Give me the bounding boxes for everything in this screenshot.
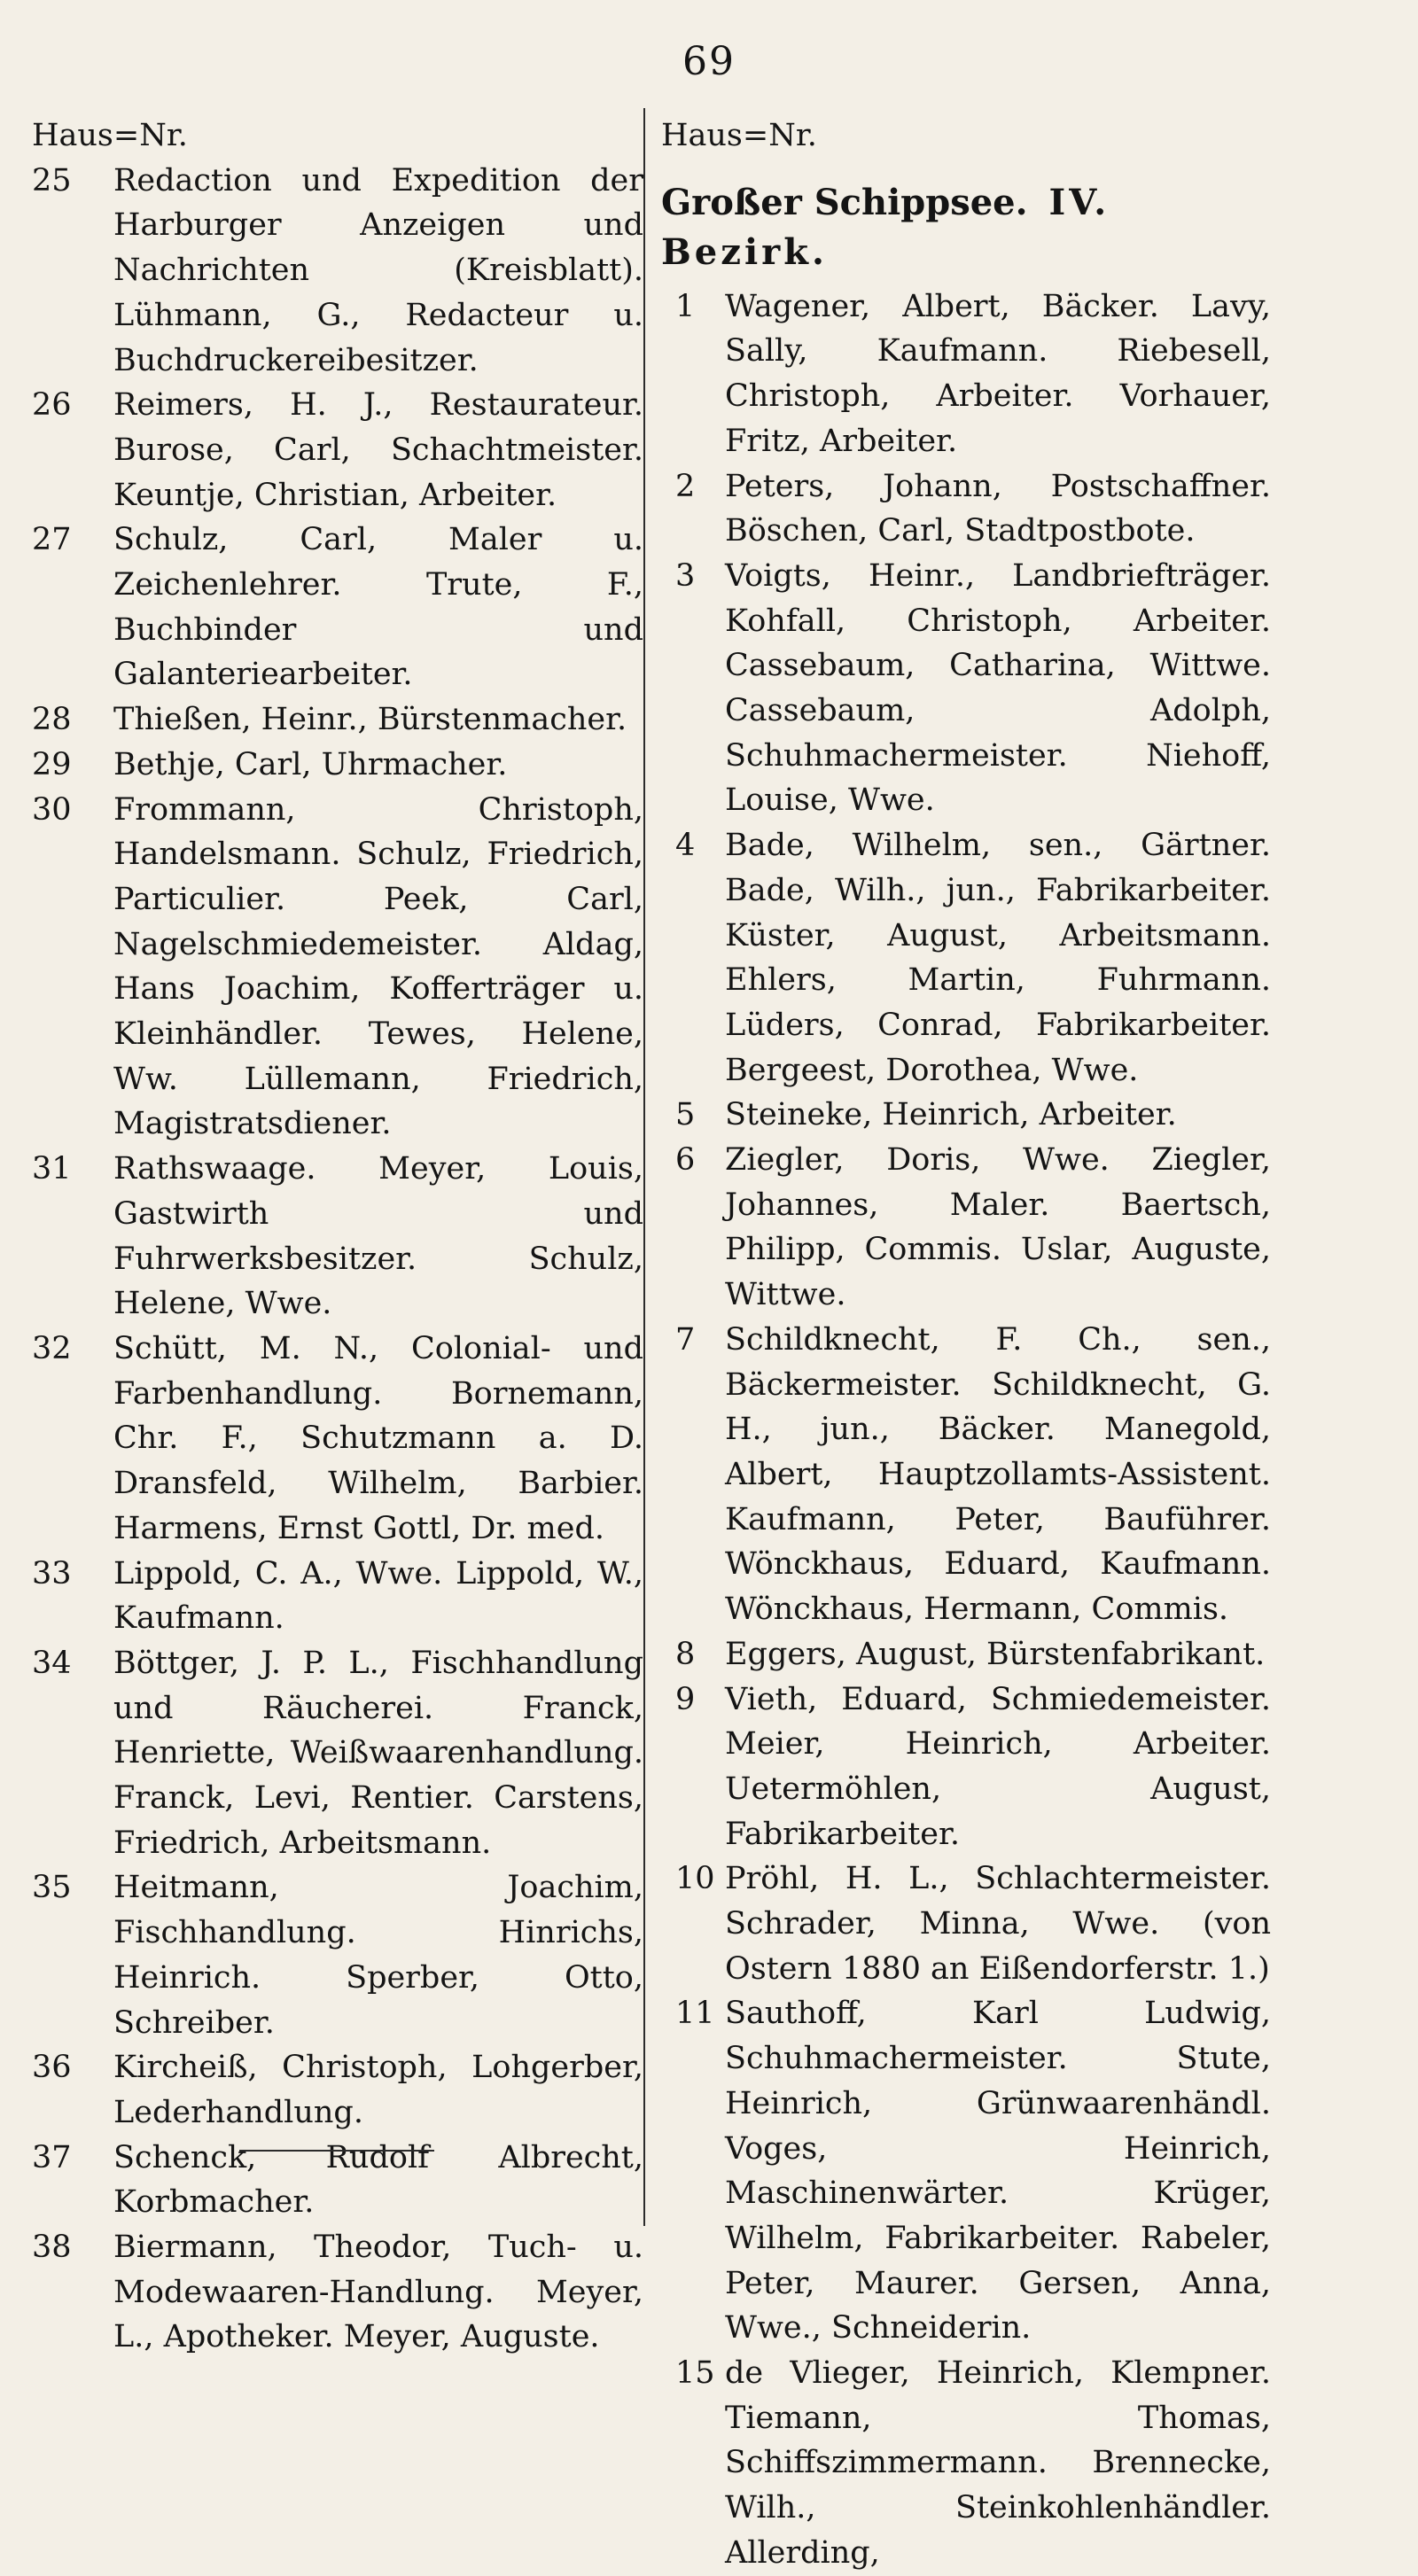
list-item <box>658 823 1271 1093</box>
list-item <box>32 2136 643 2225</box>
house-number: 25 <box>32 162 72 198</box>
right-column <box>658 113 1271 2576</box>
house-number: 9 <box>675 1681 696 1717</box>
house-number: 1 <box>675 288 696 324</box>
resident-text: Bethje, Carl, Uhrmacher. <box>113 746 508 782</box>
list-item <box>32 383 643 518</box>
district-label: IV. Bezirk. <box>661 181 1110 273</box>
list-item <box>658 554 1271 823</box>
list-item <box>658 284 1271 464</box>
resident-text: Steineke, Heinrich, Arbeiter. <box>725 1097 1177 1133</box>
list-item <box>658 2351 1271 2576</box>
street-heading <box>661 178 1271 277</box>
house-number: 38 <box>32 2230 72 2266</box>
resident-text: Kircheiß, Christoph, Lohgerber, Lederhandlung. <box>113 2050 643 2130</box>
house-number: 2 <box>675 468 696 504</box>
list-item <box>32 2045 643 2135</box>
house-number: 4 <box>675 828 696 864</box>
list-item <box>658 1991 1271 2351</box>
resident-text: Heitmann, Joachim, Fischhandlung. Hinrichs, Heinrich. Sperber, Otto, Schreiber. <box>113 1870 643 2041</box>
house-number: 32 <box>32 1330 72 1366</box>
list-item <box>32 518 643 697</box>
list-item <box>32 697 643 743</box>
resident-text: Böttger, J. P. L., Fischhandlung und Räucherei. Franck, Henriette, Weißwaarenhandlung. Franck, Levi, Rentier. Carstens, Friedrich, Arbeitsmann. <box>113 1645 643 1861</box>
list-item <box>32 1865 643 2045</box>
street-name: Großer Schippsee. <box>661 181 1028 223</box>
list-item <box>32 2225 643 2360</box>
list-item <box>32 788 643 1148</box>
list-item <box>32 1641 643 1866</box>
resident-text: Schildknecht, F. Ch., sen., Bäckermeister. Schildknecht, G. H., jun., Bäcker. Manegold, Albert, Hauptzollamts-Assistent. Kaufmann, Peter, Bauführer. Wönckhaus, Eduard, Kaufmann. Wönckhaus, Hermann, Commis. <box>725 1321 1271 1628</box>
resident-text: Eggers, August, Bürstenfabrikant. <box>725 1636 1266 1672</box>
house-number: 11 <box>675 1996 715 2032</box>
list-item <box>32 743 643 788</box>
resident-text: Sauthoff, Karl Ludwig, Schuhmachermeister. Stute, Heinrich, Grünwaarenhändl. Voges, Heinrich, Maschinenwärter. Krüger, Wilhelm, Fabrikarbeiter. Rabeler, Peter, Maurer. Gersen, Anna, Wwe., Schneiderin. <box>725 1996 1271 2346</box>
list-item <box>32 1552 643 1641</box>
column-header: Haus=Nr. <box>32 118 188 153</box>
list-item <box>658 1318 1271 1632</box>
resident-text: Bade, Wilhelm, sen., Gärtner. Bade, Wilh., jun., Fabrikarbeiter. Küster, August, Arbeitsmann. Ehlers, Martin, Fuhrmann. Lüders, Conrad, Fabrikarbeiter. Bergeest, Dorothea, Wwe. <box>725 828 1271 1088</box>
house-number: 8 <box>675 1636 696 1672</box>
house-number: 6 <box>675 1142 696 1179</box>
list-item <box>658 1093 1271 1138</box>
resident-text: Frommann, Christoph, Handelsmann. Schulz, Friedrich, Particulier. Peek, Carl, Nagelschmiedemeister. Aldag, Hans Joachim, Kofferträger u. Kleinhändler. Tewes, Helene, Ww. Lüllemann, Friedrich, Magistratsdiener. <box>113 791 643 1142</box>
resident-text: Rathswaage. Meyer, Louis, Gastwirth und Fuhrwerksbesitzer. Schulz, Helene, Wwe. <box>113 1151 643 1322</box>
house-number: 36 <box>32 2050 72 2086</box>
house-number: 28 <box>32 702 72 738</box>
resident-text: Pröhl, H. L., Schlachtermeister. Schrader, Minna, Wwe. (von Ostern 1880 an Eißendorferstr. 1.) <box>725 1861 1271 1987</box>
house-number: 27 <box>32 522 72 558</box>
column-divider <box>643 108 645 2226</box>
left-column <box>32 113 643 2360</box>
resident-text: Schütt, M. N., Colonial- und Farbenhandlung. Bornemann, Chr. F., Schutzmann a. D. Dransfeld, Wilhelm, Barbier. Harmens, Ernst Gottl, Dr. med. <box>113 1330 643 1546</box>
house-number: 37 <box>32 2139 72 2175</box>
resident-text: Ziegler, Doris, Wwe. Ziegler, Johannes, Maler. Baertsch, Philipp, Commis. Uslar, Auguste, Wittwe. <box>725 1142 1271 1313</box>
list-item <box>658 1632 1271 1677</box>
house-number: 35 <box>32 1870 72 1906</box>
house-number: 5 <box>675 1097 696 1133</box>
list-item <box>658 1138 1271 1318</box>
list-item <box>658 1677 1271 1857</box>
resident-text: Peters, Johann, Postschaffner. Böschen, Carl, Stadtpostbote. <box>725 468 1271 549</box>
house-number: 29 <box>32 746 72 782</box>
column-header: Haus=Nr. <box>661 118 817 153</box>
house-number: 10 <box>675 1861 715 1897</box>
list-item <box>32 1147 643 1327</box>
house-number: 34 <box>32 1645 72 1681</box>
resident-text: Reimers, H. J., Restaurateur. Burose, Carl, Schachtmeister. Keuntje, Christian, Arbeiter. <box>113 387 643 513</box>
end-rule-divider <box>239 2150 434 2152</box>
resident-text: Lippold, C. A., Wwe. Lippold, W., Kaufmann. <box>113 1555 643 1637</box>
resident-text: Schulz, Carl, Maler u. Zeichenlehrer. Trute, F., Buchbinder und Galanteriearbeiter. <box>113 522 643 693</box>
resident-text: Voigts, Heinr., Landbriefträger. Kohfall, Christoph, Arbeiter. Cassebaum, Catharina, Wittwe. Cassebaum, Adolph, Schuhmachermeister. Niehoff, Louise, Wwe. <box>725 557 1271 819</box>
house-number: 15 <box>675 2355 715 2392</box>
resident-text: de Vlieger, Heinrich, Klempner. Tiemann, Thomas, Schiffszimmermann. Brennecke, Wilh., Steinkohlenhändler. Allerding, <box>725 2355 1271 2571</box>
resident-text: Wagener, Albert, Bäcker. Lavy, Sally, Kaufmann. Riebesell, Christoph, Arbeiter. Vorhauer, Fritz, Arbeiter. <box>725 288 1271 459</box>
house-number: 26 <box>32 387 72 424</box>
list-item <box>658 464 1271 554</box>
house-number: 3 <box>675 557 696 594</box>
house-number: 7 <box>675 1321 696 1358</box>
list-item <box>32 159 643 384</box>
resident-text: Thießen, Heinr., Bürstenmacher. <box>113 702 627 738</box>
page-number: 69 <box>682 39 736 84</box>
list-item <box>658 1856 1271 1991</box>
resident-text: Biermann, Theodor, Tuch- u. Modewaaren-Handlung. Meyer, L., Apotheker. Meyer, Auguste. <box>113 2230 643 2355</box>
house-number: 30 <box>32 791 72 828</box>
house-number: 33 <box>32 1555 72 1592</box>
resident-text: Schenck, Rudolf Albrecht, Korbmacher. <box>113 2139 643 2221</box>
resident-text: Vieth, Eduard, Schmiedemeister. Meier, Heinrich, Arbeiter. Uetermöhlen, August, Fabrikarbeiter. <box>725 1681 1271 1852</box>
house-number: 31 <box>32 1151 72 1187</box>
list-item <box>32 1327 643 1552</box>
resident-text: Redaction und Expedition der Harburger Anzeigen und Nachrichten (Kreisblatt). Lühmann, G., Redacteur u. Buchdruckereibesitzer. <box>113 162 643 378</box>
